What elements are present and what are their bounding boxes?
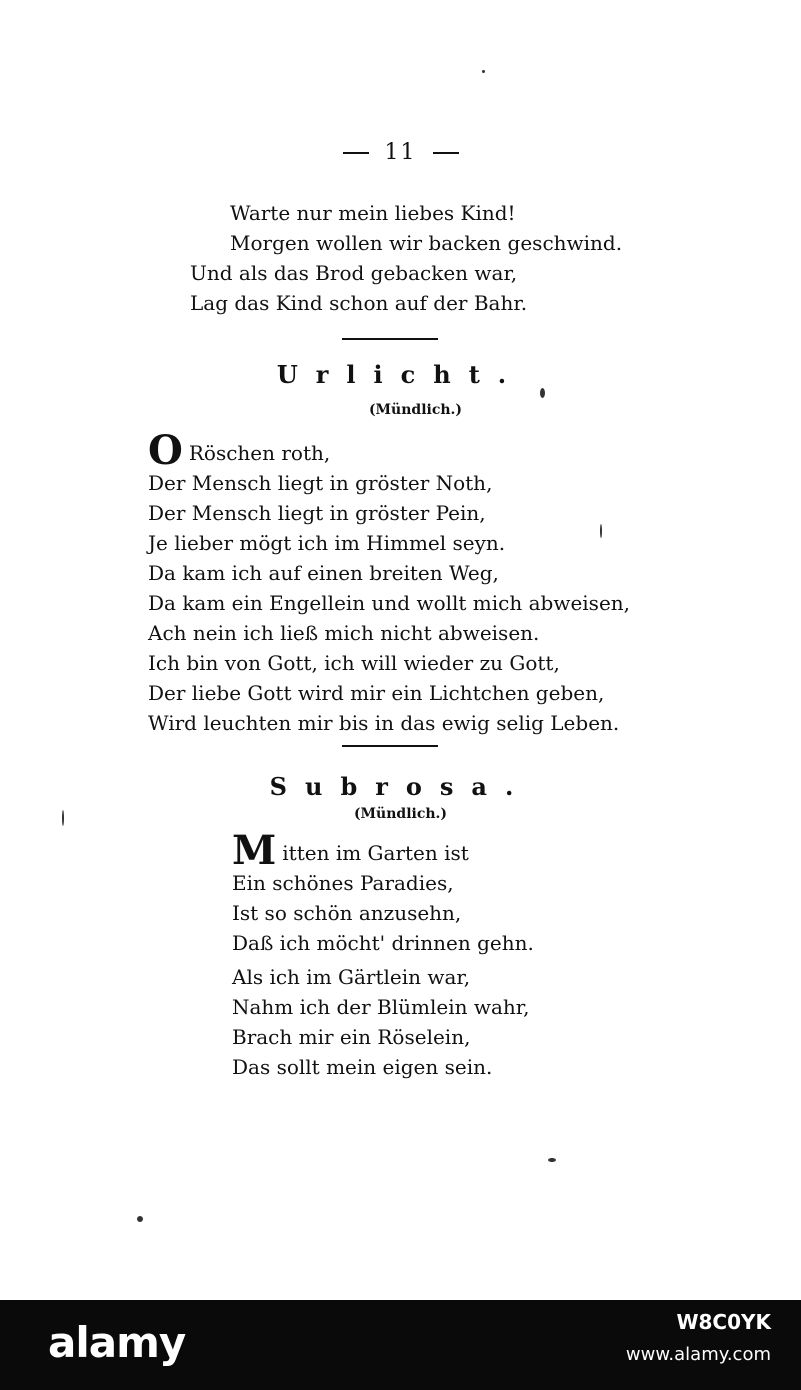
subrosa-stanza-2	[232, 962, 529, 1082]
page-header	[0, 140, 801, 165]
verse-line: Warte nur mein liebes Kind!	[230, 201, 516, 225]
verse-line	[148, 427, 630, 474]
verse-line: Ach nein ich ließ mich nicht abweisen.	[148, 621, 540, 645]
verse-line: Wird leuchten mir bis in das ewig selig Leben.	[148, 711, 620, 735]
ink-speck	[62, 810, 64, 826]
header-dash-right	[433, 152, 459, 154]
verse-line: Da kam ein Engellein und wollt mich abweisen,	[148, 591, 631, 615]
subrosa-title: Subrosa.	[269, 772, 532, 801]
ink-speck	[137, 1216, 143, 1222]
page-number: 11	[384, 140, 417, 165]
subrosa-subtitle: (Mündlich.)	[353, 806, 448, 822]
verse-line: Ein schönes Paradies,	[232, 871, 454, 895]
ink-speck	[482, 70, 485, 73]
header-dash-left	[343, 152, 369, 154]
verse-line: Ist so schön anzusehn,	[232, 901, 462, 925]
verse-line: Der Mensch liegt in gröster Pein,	[148, 501, 486, 525]
section-divider	[342, 338, 438, 340]
verse-line: Morgen wollen wir backen geschwind.	[230, 231, 623, 255]
verse-line: Das sollt mein eigen sein.	[232, 1055, 493, 1079]
verse-line: Da kam ich auf einen breiten Weg,	[148, 561, 499, 585]
verse-line: Daß ich möcht' drinnen gehn.	[232, 931, 534, 955]
urlicht-subtitle: (Mündlich.)	[368, 402, 463, 418]
alamy-logo: alamy	[48, 1318, 186, 1367]
section-divider	[342, 745, 438, 747]
site-url: www.alamy.com	[625, 1344, 771, 1365]
drop-cap: O	[148, 427, 183, 474]
ink-speck	[600, 524, 602, 538]
image-id: W8C0YK	[676, 1310, 771, 1334]
watermark-footer	[0, 1300, 801, 1390]
verse-top	[190, 198, 623, 318]
verse-line-text: itten im Garten ist	[282, 841, 469, 865]
verse-line-text: Röschen roth,	[188, 441, 331, 465]
ink-speck	[540, 388, 545, 398]
urlicht-poem	[148, 427, 631, 738]
verse-line: Und als das Brod gebacken war,	[190, 261, 518, 285]
verse-line: Ich bin von Gott, ich will wieder zu Gott,	[148, 651, 560, 675]
verse-line: Nahm ich der Blümlein wahr,	[232, 995, 530, 1019]
verse-line: Der Mensch liegt in gröster Noth,	[148, 471, 493, 495]
subrosa-stanza-1	[232, 827, 534, 958]
verse-line: Brach mir ein Röselein,	[232, 1025, 471, 1049]
verse-line: Der liebe Gott wird mir ein Lichtchen geben,	[148, 681, 605, 705]
verse-line: Lag das Kind schon auf der Bahr.	[190, 291, 528, 315]
verse-line: Je lieber mögt ich im Himmel seyn.	[148, 531, 506, 555]
verse-line: Als ich im Gärtlein war,	[232, 965, 471, 989]
drop-cap: M	[232, 827, 277, 874]
verse-line	[232, 827, 534, 874]
ink-speck	[548, 1158, 556, 1162]
urlicht-title: Urlicht.	[276, 360, 525, 389]
